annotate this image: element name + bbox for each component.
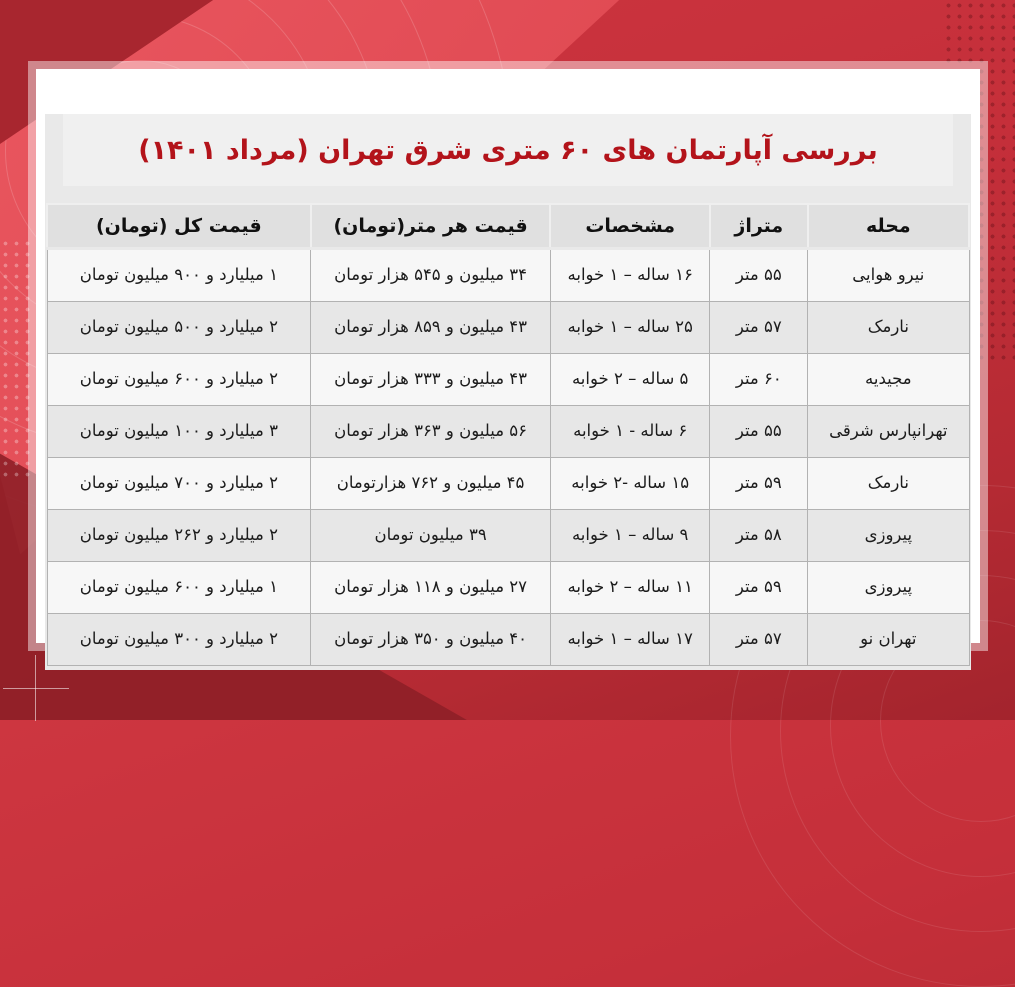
cell-area: ۵۹ متر	[710, 458, 808, 510]
plus-mark	[3, 688, 69, 689]
cell-total-price: ۱ میلیارد و ۹۰۰ میلیون تومان	[47, 249, 311, 302]
content-card	[28, 61, 988, 651]
table-row	[47, 614, 969, 666]
cell-total-price: ۲ میلیارد و ۵۰۰ میلیون تومان	[47, 302, 311, 354]
cell-neighborhood: مجیدیه	[808, 354, 969, 406]
cell-total-price: ۲ میلیارد و ۳۰۰ میلیون تومان	[47, 614, 311, 666]
header-total-price: قیمت کل (تومان)	[47, 204, 311, 249]
table-row	[47, 510, 969, 562]
table-row	[47, 302, 969, 354]
page-title: بررسی آپارتمان های ۶۰ متری شرق تهران (مرداد ۱۴۰۱)	[138, 134, 878, 166]
title-band	[63, 114, 953, 186]
cell-neighborhood: تهرانپارس شرقی	[808, 406, 969, 458]
cell-price-per-meter: ۴۳ میلیون و ۳۳۳ هزار تومان	[311, 354, 551, 406]
cell-area: ۵۵ متر	[710, 406, 808, 458]
card-content	[45, 114, 971, 670]
table-row	[47, 562, 969, 614]
header-neighborhood: محله	[808, 204, 969, 249]
cell-total-price: ۲ میلیارد و ۷۰۰ میلیون تومان	[47, 458, 311, 510]
cell-specs: ۱۶ ساله – ۱ خوابه	[550, 249, 710, 302]
cell-price-per-meter: ۳۴ میلیون و ۵۴۵ هزار تومان	[311, 249, 551, 302]
cell-price-per-meter: ۵۶ میلیون و ۳۶۳ هزار تومان	[311, 406, 551, 458]
table-row	[47, 249, 969, 302]
table-row	[47, 354, 969, 406]
cell-specs: ۵ ساله – ۲ خوابه	[550, 354, 710, 406]
header-area: متراژ	[710, 204, 808, 249]
cell-total-price: ۲ میلیارد و ۲۶۲ میلیون تومان	[47, 510, 311, 562]
card-inner-border	[36, 69, 980, 649]
table-row	[47, 458, 969, 510]
cell-area: ۵۷ متر	[710, 302, 808, 354]
header-price-per-meter: قیمت هر متر(تومان)	[311, 204, 551, 249]
cell-price-per-meter: ۴۰ میلیون و ۳۵۰ هزار تومان	[311, 614, 551, 666]
apartments-table	[46, 203, 970, 666]
cell-area: ۵۹ متر	[710, 562, 808, 614]
cell-specs: ۱۱ ساله – ۲ خوابه	[550, 562, 710, 614]
cell-total-price: ۱ میلیارد و ۶۰۰ میلیون تومان	[47, 562, 311, 614]
cell-price-per-meter: ۲۷ میلیون و ۱۱۸ هزار تومان	[311, 562, 551, 614]
cell-specs: ۹ ساله – ۱ خوابه	[550, 510, 710, 562]
cell-neighborhood: نارمک	[808, 302, 969, 354]
cell-specs: ۲۵ ساله – ۱ خوابه	[550, 302, 710, 354]
cell-neighborhood: پیروزی	[808, 562, 969, 614]
header-specs: مشخصات	[550, 204, 710, 249]
cell-neighborhood: نارمک	[808, 458, 969, 510]
cell-price-per-meter: ۴۳ میلیون و ۸۵۹ هزار تومان	[311, 302, 551, 354]
cell-area: ۵۷ متر	[710, 614, 808, 666]
plus-mark	[35, 655, 36, 721]
cell-price-per-meter: ۴۵ میلیون و ۷۶۲ هزارتومان	[311, 458, 551, 510]
cell-neighborhood: نیرو هوایی	[808, 249, 969, 302]
cell-area: ۶۰ متر	[710, 354, 808, 406]
cell-specs: ۱۷ ساله – ۱ خوابه	[550, 614, 710, 666]
cell-specs: ۶ ساله - ۱ خوابه	[550, 406, 710, 458]
table-row	[47, 406, 969, 458]
table-body	[47, 249, 969, 666]
cell-area: ۵۵ متر	[710, 249, 808, 302]
cell-total-price: ۲ میلیارد و ۶۰۰ میلیون تومان	[47, 354, 311, 406]
cell-total-price: ۳ میلیارد و ۱۰۰ میلیون تومان	[47, 406, 311, 458]
cell-specs: ۱۵ ساله -۲ خوابه	[550, 458, 710, 510]
cell-neighborhood: پیروزی	[808, 510, 969, 562]
cell-price-per-meter: ۳۹ میلیون تومان	[311, 510, 551, 562]
table-header-row	[47, 204, 969, 249]
cell-neighborhood: تهران نو	[808, 614, 969, 666]
cell-area: ۵۸ متر	[710, 510, 808, 562]
